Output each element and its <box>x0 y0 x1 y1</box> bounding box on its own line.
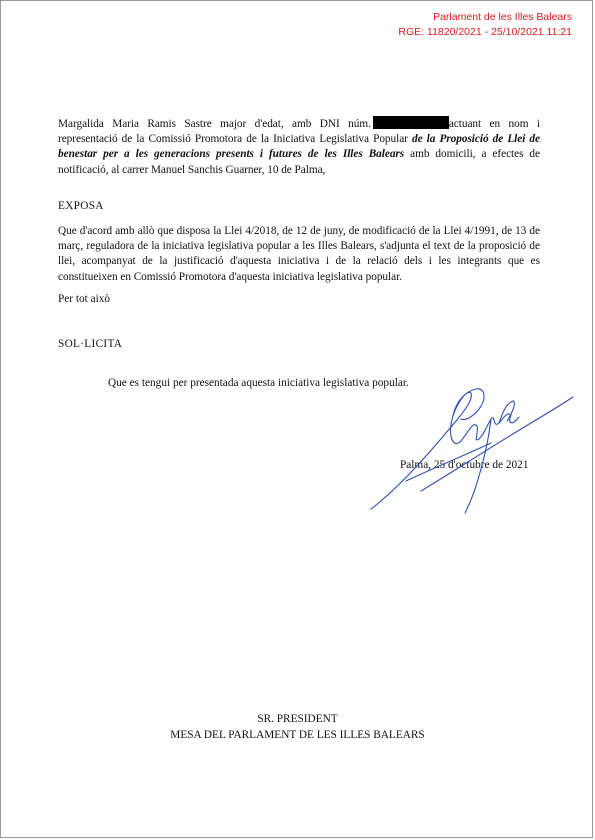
intro-text-end: amb domicili, a efectes de notificació, al carrer Manuel Sanchis Guarner, 10 de Palma, <box>58 148 540 176</box>
exposa-heading: EXPOSA <box>58 200 104 212</box>
redaction-block <box>373 116 449 129</box>
handwritten-signature <box>361 381 581 521</box>
addressee-institution: MESA DEL PARLAMENT DE LES ILLES BALEARS <box>170 729 425 741</box>
registry-stamp <box>398 10 572 40</box>
solicita-heading: SOL·LICITA <box>58 338 123 350</box>
addressee-title: SR. PRESIDENT <box>257 713 338 725</box>
stamp-institution: Parlament de les Illes Balears <box>433 11 572 23</box>
stamp-registry-number: RGE: 11820/2021 - 25/10/2021 11:21 <box>398 26 572 38</box>
per-tot-text: Per tot això <box>58 293 111 305</box>
solicita-paragraph: Que es tengui per presentada aquesta iniciativa legislativa popular. <box>108 377 409 389</box>
place-date-line: Palma, 25 d'octubre de 2021 <box>400 459 529 471</box>
exposa-paragraph: Que d'acord amb allò que disposa la Llei 4/2018, de 12 de juny, de modificació de la Llei 4/1991, de 13 de març, reguladora de la iniciativa legislativa popular a les Illes Balears, s'adjunta el text de la proposició de llei, acompanyat de la justificació d'aquesta iniciativa i de la relació dels i les integrants que es constitueixen en Comissió Promotora d'aquesta iniciativa legislativa popular. <box>58 225 540 283</box>
intro-text-start: Margalida Maria Ramis Sastre major d'edat, amb DNI núm. <box>58 118 371 130</box>
addressee-block <box>1 711 594 743</box>
intro-text-middle: actuant en nom i representació de la Comissió Promotora de la Iniciativa Legislativa Popular <box>58 118 540 146</box>
proposal-title: de la Proposició de Llei de benestar per a les generacions presents i futures de les Illes Balears <box>58 133 540 161</box>
intro-paragraph <box>58 116 540 178</box>
